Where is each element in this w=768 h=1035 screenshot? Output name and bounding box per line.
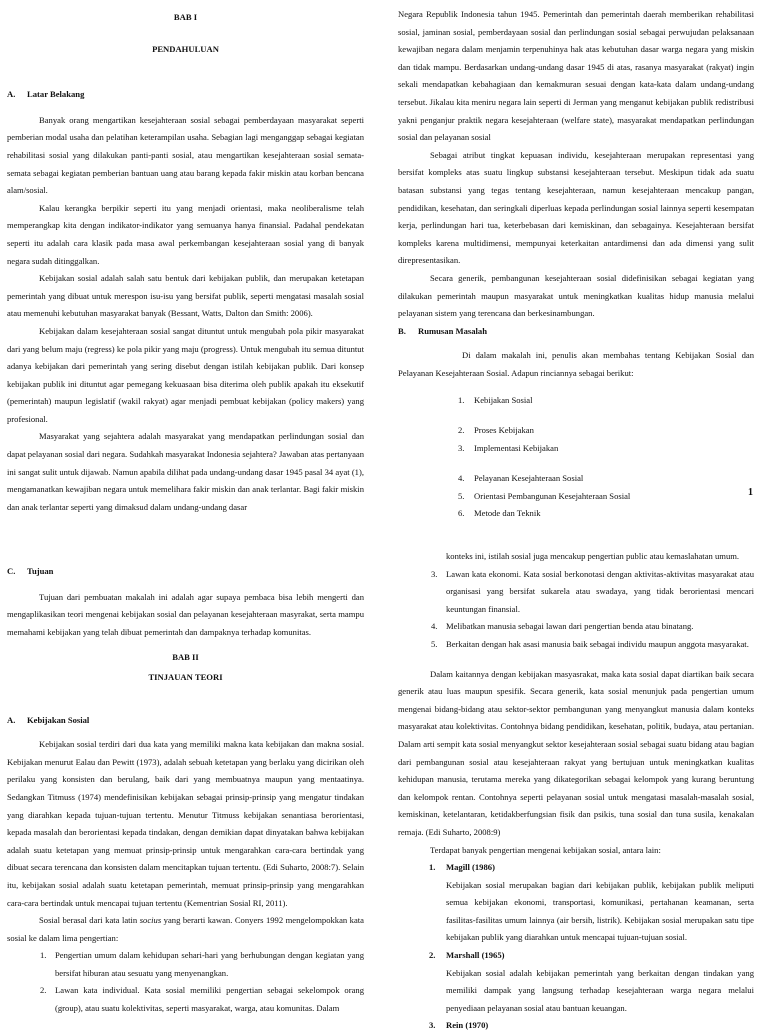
definitions-list xyxy=(398,859,754,1035)
list-number: 6. xyxy=(458,508,465,519)
page1-right-column xyxy=(398,6,754,523)
paragraph: Masyarakat yang sejahtera adalah masyarakat yang mendapatkan perlindungan sosial dan dapat pelayanan sosial dari negara. Sudahkah masyarakat Indonesia sejahtera? Jawaban atas pertanyaan ini sangat sulit untuk dijawab. Namun apabila dilihat pada undang-undang dasar 1945 pasal 34 ayat (1), mengamanatkan kewajiban negara untuk memelihara fakir miskin dan anak terlantar. Bagi fakir miskin dan anak terlantar seperti yang dimaksud dalam undang-undang dasar xyxy=(7,431,364,512)
paragraph: Kalau kerangka berpikir seperti itu yang menjadi orientasi, maka neoliberalisme telah memperangkap kita dengan indikator-indikator yang semuanya hanya finansial. Padahal pendekatan seperti itu adalah cara klasik pada masa awal perkembangan kesejahteraan sosial yang di banyak negara sudah ditinggalkan. xyxy=(7,202,364,266)
page-number: 1 xyxy=(748,487,753,498)
paragraph xyxy=(7,912,364,947)
section-letter: B. xyxy=(398,325,406,336)
list-item xyxy=(398,488,754,506)
bab-subtitle: PENDAHULUAN xyxy=(152,43,219,54)
definition-term: Marshall (1965) xyxy=(446,950,505,961)
section-letter: A. xyxy=(7,714,16,725)
list-number: 2. xyxy=(40,985,47,996)
list-item xyxy=(398,505,754,523)
page2-right-column xyxy=(398,548,754,1035)
list-item xyxy=(398,566,754,619)
paragraph: Sebagai atribut tingkat kepuasan individu, kesejahteraan merupakan representasi yang bersifat kompleks atas suatu lingkup substansi kesejahteraan tersebut. Meskipun tidak ada suatu batasan substansi yang tegas tentang kesejahteraan, namun kesejahteraan mencakup pangan, pendidikan, kesehatan, dan seringkali diperluas kepada perlindungan sosial lainnya seperti kesempatan kerja, perlindungan hari tua, keterbebasan dari kemiskinan, dan sebagainya. Kesejahteraan bersifat kompleks karena multidimensi, mempunyai keterkaitan antardimensi dan ada dimensi yang sulit direpresentasikan. xyxy=(398,149,754,266)
section-heading-tujuan xyxy=(7,563,364,581)
paragraph: Dalam kaitannya dengan kebijakan masyasrakat, maka kata sosial dapat diartikan baik secara generik atau luas maupun spesifik. Secara generik, kata sosial menunjuk pada pengertian umum mengenai bidang-bidang atau sektor-sektor pembangunan yang menyangkut manusia dalam konteks masyarakat atau kolektivitas. Contohnya bidang pendidikan, kesehatan, politik, budaya, atau pertanian. Dalam arti sempit kata sosial menyangkut sektor kesejahteraan sosial sebagai suatu bidang atau bagian dari pembangunan sosial atau kesejahteraan rakyat yang bertujuan untuk meningkatkan kualitas kehidupan manusia, terutama mereka yang dikategorikan sebagai kelompok yang kurang beruntung dan kelompok rentan. Contohnya seperti pelayanan sosial untuk mengatasi masalah-masalah sosial, kemiskinan, ketelantaran, ketidakberfungsian fisik dan psikis, tuna sosial dan tuna susila, kenakalan remaja. (Edi Suharto, 2008:9) xyxy=(398,668,754,837)
list-text: Implementasi Kebijakan xyxy=(474,442,559,453)
definition-text: Kebijakan sosial merupakan bagian dari kebijakan publik, kebijakan publik meliputi semua kebijakan ekonomi, transportasi, komunikasi, pertahanan keamanan, serta fasilitas-fasilitas umum lainnya (air bersih, listrik). Kebijakan sosial merupakan satu tipe kebijakan publik yang diarahkan untuk mencapai tujuan-tujuan sosial. xyxy=(446,879,754,943)
section-title: Kebijakan Sosial xyxy=(27,714,90,725)
bab-title: BAB I xyxy=(173,12,198,22)
rumusan-list xyxy=(398,392,754,523)
list-number: 3. xyxy=(431,568,438,579)
section-title: Tujuan xyxy=(27,566,54,576)
list-number: 2. xyxy=(458,425,465,436)
definition-term: Rein (1970) xyxy=(446,1020,489,1031)
paragraph: Banyak orang mengartikan kesejahteraan sosial sebagai pemberdayaan masyarakat seperti pemberian modal usaha dan pelatihan keterampilan usaha. Sebagian lagi menganggap sebagai kegiatan rehabilitasi sosial yang dilakukan panti-panti sosial, atau mengartikan kesejahteraan sosial semata-semata sebagai kegiatan pemberian bantuan uang atau barang kepada fakir miskin atau korban bencana alam/sosial. xyxy=(7,114,364,196)
list-item xyxy=(7,982,364,1017)
paragraph: Kebijakan sosial adalah salah satu bentuk dari kebijakan publik, dan merupakan ketetapan pemerintah yang dibuat untuk merespon isu-isu yang bersifat publik, seperti mengatasi masalah sosial atau memenuhi kebutuhan masyarakat banyak (Bessant, Watts, Dalton dan Smith: 2006). xyxy=(7,273,364,319)
section-heading-kebijakan-sosial xyxy=(7,712,364,730)
definition-item xyxy=(398,859,754,947)
list-item xyxy=(398,636,754,654)
paragraph: Tujuan dari pembuatan makalah ini adalah agar supaya pembaca bisa lebih mengerti dan mengaplikasikan teori mengenai kebijakan sosial dan pelayanan kesejahteraan masyrakat, serta mampu memahami kebijakan yang telah dibuat pemerintah dan dampaknya terhadap komunitas. xyxy=(7,591,364,637)
list-item xyxy=(398,422,754,440)
list-text: Kebijakan Sosial xyxy=(474,395,533,406)
list-item xyxy=(7,947,364,982)
sosial-list-continued xyxy=(398,566,754,654)
section-letter: A. xyxy=(7,89,16,100)
paragraph: Terdapat banyak pengertian mengenai kebijakan sosial, antara lain: xyxy=(430,844,661,855)
list-text: Proses Kebijakan xyxy=(474,425,534,436)
paragraph: Kebijakan sosial terdiri dari dua kata yang memiliki makna kata kebijakan dan makna sosial. Kebijakan menurut Ealau dan Pewitt (1973), adalah sebuah ketetapan yang berlaku yang dicirikan oleh perilaku yang konsisten dan berulang, baik dari yang membuatnya maupun yang mentaatinya. Sedangkan Titmuss (1974) mendefinisikan kebijakan sebagai prinsip-prinsip yang mengatur tindakan yang diarahkan kepada tujuan-tujuan tertentu. Menutur Titmuss kebijakan senantiasa berorientasi, kepada masalah dan berorientasi kepada tindakan, dengan demikian dapat dinyatakan bahwa kebijakan adalah suatu ketetapan yang memuat prinsip-prinsip untuk mengarahkan cara-cara bertindak yang dibuat secara terencana dan konsisten dalam mencitapkan tujuan tertentu. (Edi Suharto, 2008:7). Selain itu, kebijakan sosial adalah suatu ketetapan pemerintah, memuat prinsip-prinsip yang mengarahkan cara-cara bertindak untuk mencapai tujuan tertentu (Kementrian Sosial RI, 2011). xyxy=(7,739,364,908)
list-text: Orientasi Pembangunan Kesejahteraan Sosial xyxy=(474,490,631,501)
section-heading-latar-belakang xyxy=(7,86,364,104)
paragraph-continuation: Negara Republik Indonesia tahun 1945. Pemerintah dan pemerintah daerah memberikan rehabilitasi sosial, jaminan sosial, pemberdayaan sosial dan perlindungan sosial sebagai perwujudan pelaksanaan kewajiban negara dalam menjamin terpenuhinya hak atas kebutuhan dasar warga negara yang miskin dan tidak mampu. Berdasarkan undang-undang dasar 1945 di atas, rasanya masyarakat (rakyat) ingin sekali mendapatkan kebahagiaan dan kemakmuran sesuai dengan kata-kata dalam undang-undang tersebut. Jikalau kita meniru negara lain seperti di Jerman yang menganut kebijakan publik redistribusi yakni penganjur praktik negara kesejahteraan (welfare state), masyarakat mendapatkan perlindungan sosial dan pelayanan sosial xyxy=(398,9,754,143)
page1-left-column xyxy=(7,7,364,516)
list-text: Lawan kata ekonomi. Kata sosial berkonotasi dengan aktivitas-aktivitas masyarakat atau organisasi yang bersifat sukarela atau swadaya, yang tidak berorientasi mencari keuntungan finansial. xyxy=(446,568,754,614)
page2-left-column xyxy=(7,563,364,1018)
list-text: Pelayanan Kesejahteraan Sosial xyxy=(474,473,584,484)
list-number: 3. xyxy=(429,1020,436,1031)
list-text: Lawan kata individual. Kata sosial memiliki pengertian sebagai sekelompok orang (group), atau suatu kolektivitas, seperti masyarakat, warga, atau komunitas. Dalam xyxy=(55,985,364,1014)
list-item xyxy=(398,392,754,410)
list-item xyxy=(398,470,754,488)
list-number: 5. xyxy=(458,490,465,501)
text-run: yang berarti kawan. Conyers 1992 mengelompokkan kata sosial ke dalam lima pengertian: xyxy=(7,915,364,943)
list-number: 1. xyxy=(429,862,436,873)
list-number: 1. xyxy=(40,950,47,961)
list-text: Pengertian umum dalam kehidupan sehari-hari yang berhubungan dengan kegiatan yang bersifat hiburan atau sesuatu yang menyenangkan. xyxy=(55,950,364,978)
italic-term: socius xyxy=(139,915,162,926)
section-letter: C. xyxy=(7,566,16,576)
text-run: Sosial berasal dari kata latin xyxy=(39,915,140,926)
paragraph: Secara generik, pembangunan kesejahteraan sosial didefinisikan sebagai kegiatan yang dilakukan pemerintah maupun masyarakat untuk meningkatkan kualitas hidup manusia melalui pelayanan sistem yang terencana dan berkesinambungan. xyxy=(398,272,754,319)
section-heading-rumusan-masalah xyxy=(398,323,754,341)
list-text: Metode dan Teknik xyxy=(474,508,541,519)
bab-title: BAB II xyxy=(172,652,199,663)
definition-text: Kebijakan sosial adalah kebijakan pemerintah yang berkaitan dengan tindakan yang memiliki dampak yang langsung terhadap kesejahteraan warga negara melalui penyediaan pelayanan sosial atau bantuan keuangan. xyxy=(446,967,754,1013)
list-item xyxy=(398,618,754,636)
list-number: 1. xyxy=(458,395,465,406)
bab-subtitle: TINJAUAN TEORI xyxy=(148,671,223,682)
definition-item xyxy=(398,1017,754,1035)
list-number: 5. xyxy=(431,638,438,649)
list-item xyxy=(398,440,754,458)
list-text: Berkaitan dengan hak asasi manusia baik sebagai individu maupun anggota masyarakat. xyxy=(446,638,749,649)
paragraph: Kebijakan dalam kesejahteraan sosial sangat dituntut untuk mengubah pola pikir masyarakat dari yang belum maju (regress) ke pola pikir yang maju (progress). Untuk mengubah itu semua dituntut adanya kebijakan dari pemerintah yang sering disebut dengan istilah kebijakan publik. Dari konsep kebijakan publik ini dituntut agar pemegang kekuasaan bisa diterima oleh publik apakah itu eksekutif (pemerintah) maupun legislatif (wakil rakyat) agar menjadi pembuat kebijakan (policy makers) yang profesional. xyxy=(7,325,364,424)
sosial-list xyxy=(7,947,364,1017)
list-number: 3. xyxy=(458,442,465,453)
section-title: Rumusan Masalah xyxy=(418,325,488,336)
definition-term: Magill (1986) xyxy=(446,862,495,873)
paragraph: Di dalam makalah ini, penulis akan membahas tentang Kebijakan Sosial dan Pelayanan Kesejahteraan Sosial. Adapun rinciannya sebagai berikut: xyxy=(398,350,754,378)
section-title: Latar Belakang xyxy=(27,89,85,100)
list-text: Melibatkan manusia sebagai lawan dari pengertian benda atau binatang. xyxy=(446,621,694,632)
list-continuation: konteks ini, istilah sosial juga mencakup pengertian public atau kemaslahatan umum. xyxy=(446,551,740,561)
list-number: 4. xyxy=(431,621,438,632)
list-number: 2. xyxy=(429,950,436,961)
definition-item xyxy=(398,947,754,1017)
list-number: 4. xyxy=(458,473,465,484)
